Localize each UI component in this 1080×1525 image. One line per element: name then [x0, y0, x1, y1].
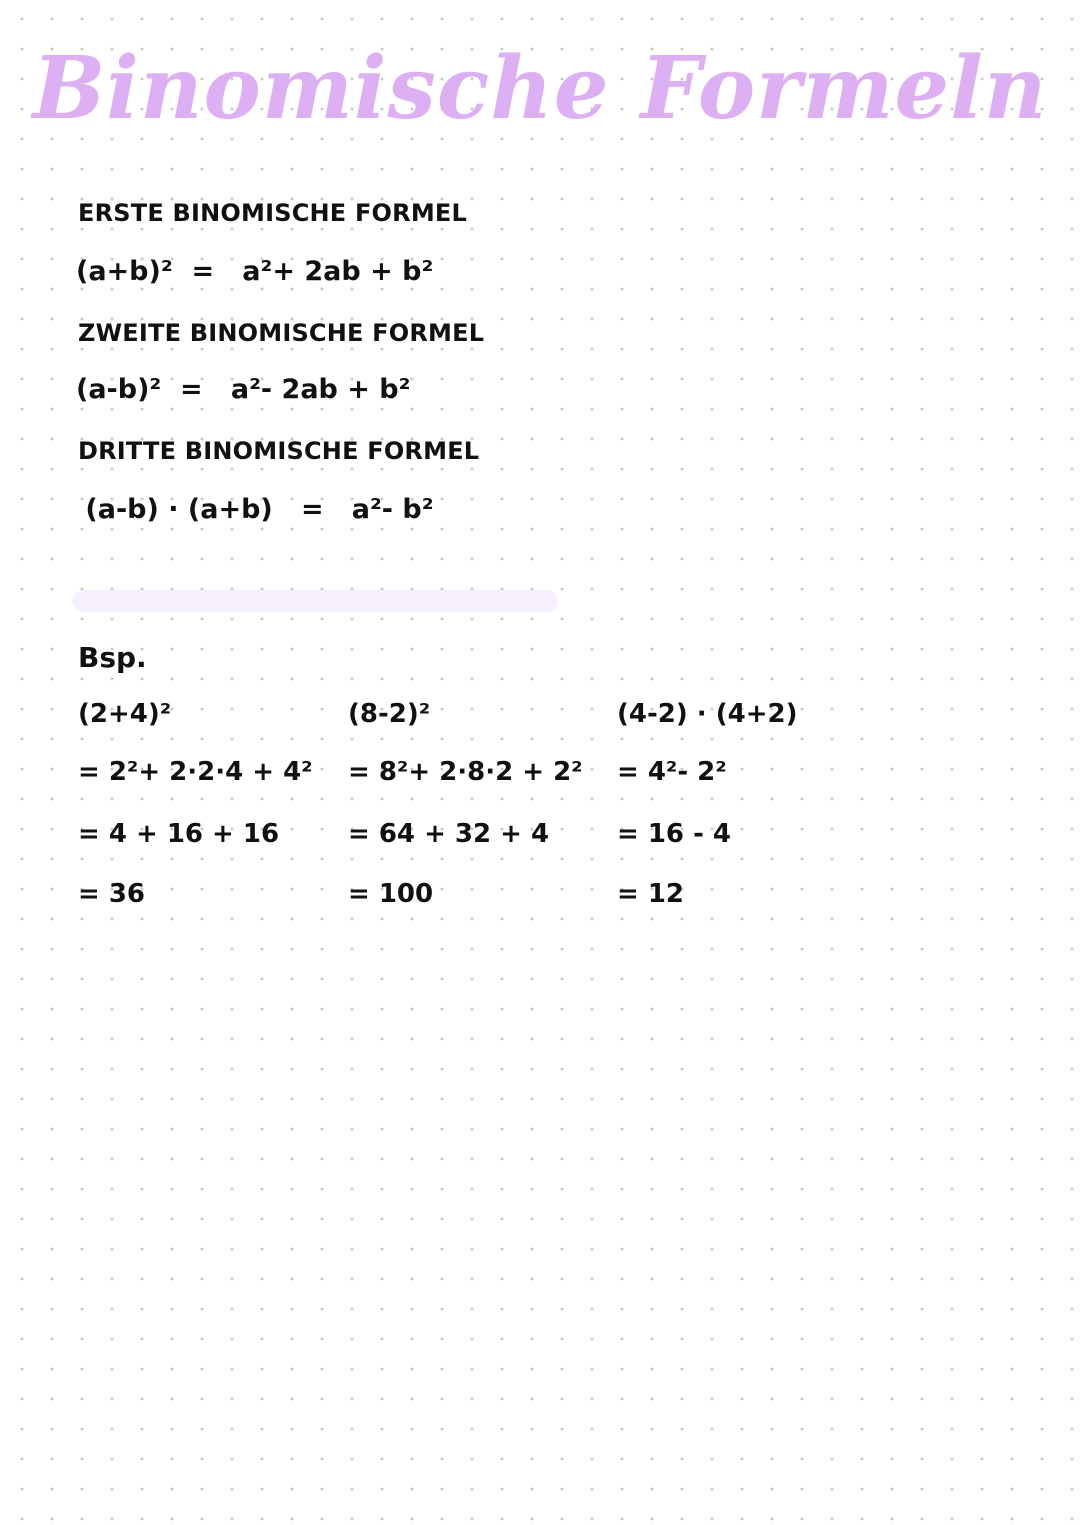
example-3-result: = 12: [617, 879, 685, 909]
formula-first: (a+b)² = a²+ 2ab + b²: [76, 256, 434, 287]
example-2-step-1: = 8²+ 2·8·2 + 2²: [348, 757, 583, 787]
heading-third-formula: DRITTE BINOMISCHE FORMEL: [78, 437, 480, 465]
highlight-divider: [72, 590, 558, 612]
example-2-expression: (8-2)²: [348, 699, 431, 729]
formula-third: (a-b) · (a+b) = a²- b²: [76, 494, 434, 525]
page-title: Binomische Formeln: [32, 38, 1048, 139]
example-1-step-1: = 2²+ 2·2·4 + 4²: [78, 757, 313, 787]
example-2-step-2: = 64 + 32 + 4: [348, 819, 550, 849]
heading-first-formula: ERSTE BINOMISCHE FORMEL: [78, 199, 467, 227]
example-1-expression: (2+4)²: [78, 699, 172, 729]
formula-second: (a-b)² = a²- 2ab + b²: [76, 374, 411, 405]
example-1-step-2: = 4 + 16 + 16: [78, 819, 280, 849]
example-1-result: = 36: [78, 879, 146, 909]
example-3-step-1: = 4²- 2²: [617, 757, 727, 787]
example-3-step-2: = 16 - 4: [617, 819, 732, 849]
heading-second-formula: ZWEITE BINOMISCHE FORMEL: [78, 319, 485, 347]
example-3-expression: (4-2) · (4+2): [617, 699, 798, 729]
example-2-result: = 100: [348, 879, 434, 909]
examples-label: Bsp.: [78, 641, 147, 674]
